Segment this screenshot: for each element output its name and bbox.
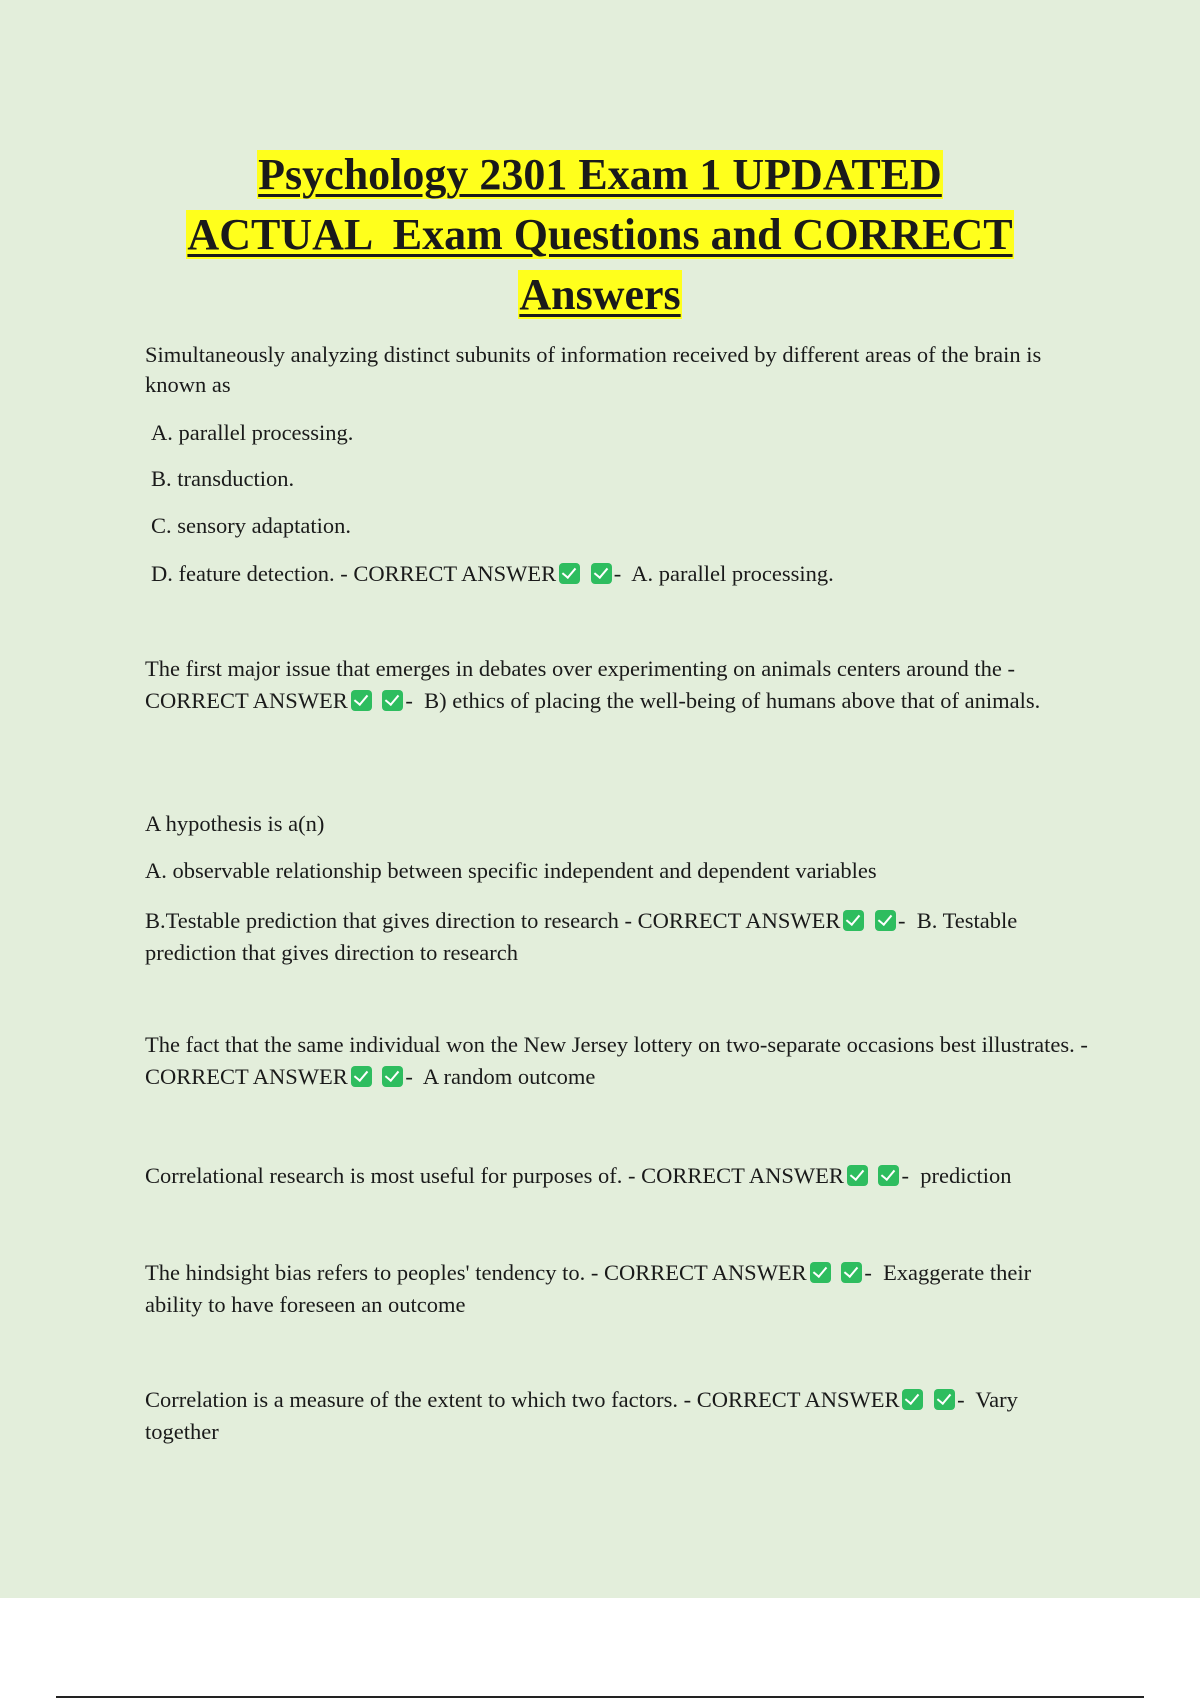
check-box-icon — [351, 1066, 372, 1087]
question-5-answer: prediction — [920, 1163, 1012, 1188]
question-6: The hindsight bias refers to peoples' tendency to. - CORRECT ANSWER - Exaggerate their ability to have foreseen an outcome — [145, 1260, 1032, 1317]
footer-divider — [56, 1696, 1144, 1698]
title-line-2: ACTUAL Exam Questions and CORRECT — [187, 210, 1013, 259]
question-1-prompt: Simultaneously analyzing distinct subunits of information received by different areas of the brain is known as — [145, 342, 1042, 397]
check-box-icon — [351, 690, 372, 711]
question-4: The fact that the same individual won the New Jersey lottery on two-separate occasions best illustrates. - CORRECT ANSWER - A random outcome — [145, 1032, 1088, 1089]
question-5: Correlational research is most useful for purposes of. - CORRECT ANSWER - prediction — [145, 1163, 1012, 1188]
question-4-prompt: The fact that the same individual won the New Jersey lottery on two-separate occasions best illustrates. — [145, 1032, 1075, 1057]
question-6-prompt: The hindsight bias refers to peoples' tendency to. — [145, 1260, 586, 1285]
question-3-option-b: B.Testable prediction that gives direction to research - CORRECT ANSWER - B. Testable prediction that gives direction to research — [145, 908, 1018, 965]
correct-answer-label: - CORRECT ANSWER — [683, 1387, 900, 1412]
document-title — [100, 145, 1100, 325]
check-box-icon — [810, 1262, 831, 1283]
check-box-icon — [875, 910, 896, 931]
question-1-option-c: C. sensory adaptation. — [151, 513, 351, 538]
correct-answer-label: - CORRECT ANSWER — [145, 1032, 1088, 1089]
question-4-answer: A random outcome — [422, 1064, 596, 1089]
title-line-1: Psychology 2301 Exam 1 UPDATED — [258, 150, 942, 199]
question-5-prompt: Correlational research is most useful for purposes of. — [145, 1163, 623, 1188]
question-1-answer: A. parallel processing. — [631, 561, 834, 586]
check-box-icon — [382, 690, 403, 711]
check-box-icon — [591, 563, 612, 584]
check-box-icon — [902, 1389, 923, 1410]
check-box-icon — [843, 910, 864, 931]
correct-answer-label: - CORRECT ANSWER — [340, 561, 557, 586]
check-box-icon — [841, 1262, 862, 1283]
question-1-option-d: D. feature detection. - CORRECT ANSWER - A. parallel processing. — [151, 561, 834, 586]
correct-answer-label: - CORRECT ANSWER — [624, 908, 841, 933]
correct-answer-label: - CORRECT ANSWER — [628, 1163, 844, 1188]
question-3-prompt: A hypothesis is a(n) — [145, 811, 325, 836]
question-2-prompt: The first major issue that emerges in debates over experimenting on animals centers around the — [145, 656, 1002, 681]
question-1-option-b: B. transduction. — [151, 466, 295, 491]
question-1-option-a: A. parallel processing. — [151, 420, 354, 445]
check-box-icon — [559, 563, 580, 584]
correct-answer-label: - CORRECT ANSWER — [145, 656, 1015, 713]
check-box-icon — [878, 1165, 899, 1186]
question-6-answer: Exaggerate their ability to have foreseen an outcome — [145, 1260, 1032, 1317]
correct-answer-label: - CORRECT ANSWER — [590, 1260, 807, 1285]
question-3-option-a: A. observable relationship between specific independent and dependent variables — [145, 858, 877, 883]
question-2-answer: B) ethics of placing the well-being of humans above that of animals. — [424, 688, 1041, 713]
question-2: The first major issue that emerges in debates over experimenting on animals centers around the - CORRECT ANSWER - B) ethics of placing the well-being of humans above that of animals. — [145, 656, 1041, 713]
check-box-icon — [934, 1389, 955, 1410]
question-7: Correlation is a measure of the extent to which two factors. - CORRECT ANSWER - Vary together — [145, 1387, 1018, 1444]
check-box-icon — [847, 1165, 868, 1186]
title-line-3: Answers — [519, 270, 681, 319]
question-3-answer: B. Testable prediction that gives direction to research — [145, 908, 1018, 965]
check-box-icon — [382, 1066, 403, 1087]
question-7-prompt: Correlation is a measure of the extent to which two factors. — [145, 1387, 678, 1412]
question-7-answer: Vary together — [145, 1387, 1018, 1444]
